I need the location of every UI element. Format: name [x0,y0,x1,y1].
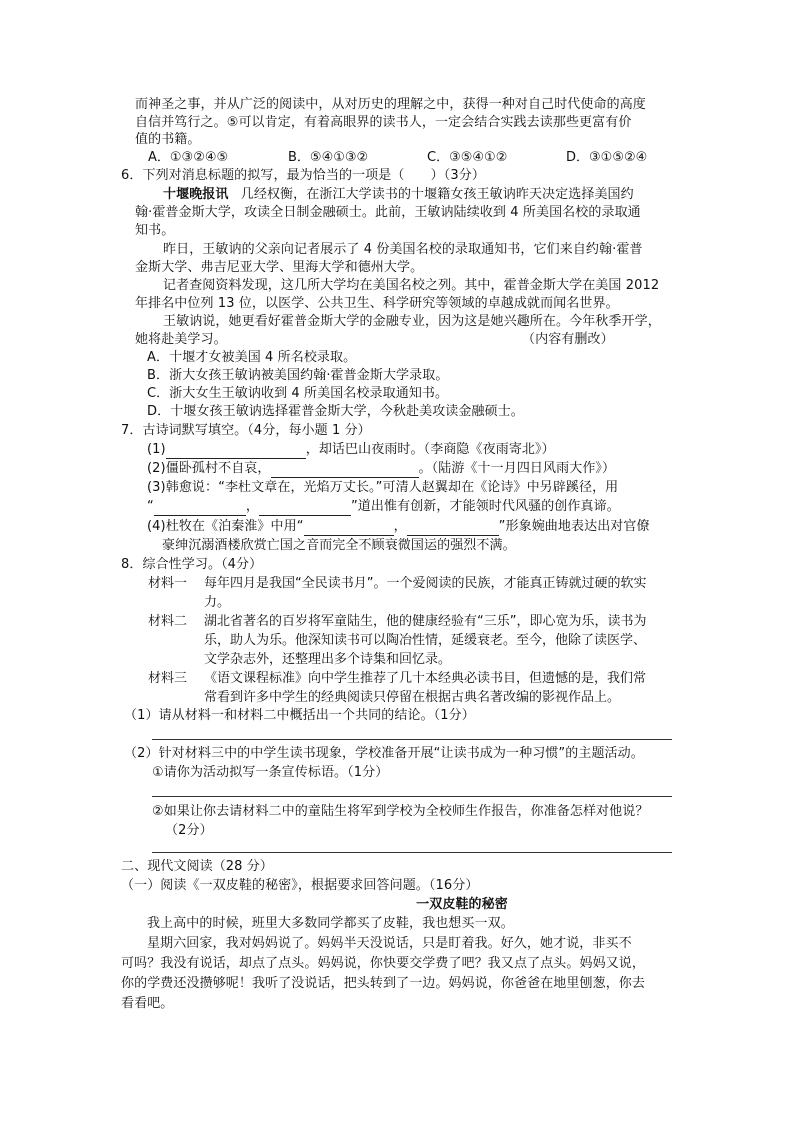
q7-blank-1[interactable] [166,444,306,459]
story-line-3: 可吗？我没有说话，却点了点头。妈妈说，你快要交学费了吧？我又点了点头。妈妈又说， [121,956,646,971]
intro-line-2: 自信并笃行之。⑤可以肯定，有着高眼界的读书人，一定会结合实践去读那些更富有价 [135,115,632,130]
q6-passage-line-2: 翰·霍普金斯大学，攻读全日制金融硕士。此前，王敏讷陆续收到 4 所美国名校的录取通 [135,205,641,220]
option-c: C．③⑤④①② [427,150,508,165]
answer-line-1[interactable] [152,739,672,740]
q7-item-3-text: ”道出惟有创新，才能领时代风骚的创作真谛。 [350,499,620,514]
q6-passage-line-5: 金斯大学、弗吉尼亚大学、里海大学和德州大学。 [135,260,424,275]
intro-line-1: 而神圣之事，并从广泛的阅读中，从对历史的理解之中，获得一种对自己时代使命的高度 [135,97,646,112]
q8-sub-2: （2）针对材料三中的中学生读书现象，学校准备开展“让读书成为一种习惯”的主题活动。 [124,746,644,761]
story-title [0,896,794,914]
q7-item-4-text-2: ”形象婉曲地表达出对官僚 [498,519,650,534]
q7-item-1-text: ，却话巴山夜雨时。（李商隐《夜雨寄北》） [305,442,555,457]
q6-passage-line-8: 王敏讷说，她更看好霍普金斯大学的金融专业，因为这是她兴趣所在。今年秋季开学， [163,314,661,329]
section-2-title: 二、现代文阅读（28 分） [121,859,273,874]
material-2-line-1: 湖北省著名的百岁将军童陆生，他的健康经验有“三乐”，即心宽为乐，读书为 [204,614,647,629]
option-b: B．⑤④①③② [288,150,369,165]
material-2-line-3: 文学杂志外，还整理出多个诗集和回忆录。 [204,652,452,667]
q6-passage-line-6: 记者查阅资料发现，这几所大学均在美国名校之列。其中，霍普金斯大学在美国 2012 [163,278,660,293]
q7-item-2-text: (2)僵卧孤村不自哀， [147,461,271,476]
q7-item-4-line-1 [147,518,650,536]
q7-item-1 [147,441,555,459]
q6-option-b: B．浙大女孩王敏讷被美国约翰·霍普金斯大学录取。 [147,368,449,383]
q7-item-3-line-1: (3)韩愈说：“李杜文章在，光焰万丈长。”可清人赵翼却在《论诗》中另辟蹊径，用 [147,480,619,495]
material-2-label: 材料二 [148,614,188,629]
q6-source-note: （内容有删改） [522,332,614,347]
option-d: D．③①⑤②④ [566,150,648,165]
q6-p1a: 几经权衡，在浙江大学读书的十堰籍女孩王敏讷昨天决定选择美国约 [240,187,634,202]
answer-line-3[interactable] [152,852,672,853]
q6-passage-line-7: 年排名中位列 13 位，以医学、公共卫生、科学研究等领域的卓越成就而闻名世界。 [135,296,619,311]
material-3-line-2: 常看到许多中学生的经典阅读只停留在根据古典名著改编的影视作品上。 [204,690,621,705]
q8-stem: 8．综合性学习。（4分） [121,557,263,572]
story-line-5: 看看吧。 [121,996,174,1011]
q8-sub-2-b-line-1: ②如果让你去请材料二中的童陆生将军到学校为全校师生作报告，你准备怎样对他说？ [152,804,649,819]
q7-item-2-source: 。（陆游《十一月四日风雨大作》） [418,461,616,476]
material-3-label: 材料三 [148,671,188,686]
q7-stem: 7．古诗词默写填空。（4分，每小题 1 分） [121,423,371,438]
q7-item-1-number: (1) [147,442,166,457]
q6-option-a: A．十堰才女被美国 4 所名校录取。 [147,350,357,365]
q6-passage-line-4: 昨日，王敏讷的父亲向记者展示了 4 份美国名校的录取通知书，它们来自约翰·霍普 [163,242,643,257]
q7-item-3-line-2 [147,498,620,516]
q6-option-c: C．浙大女生王敏讷收到 4 所美国名校录取通知书。 [147,386,449,401]
q7-blank-4b[interactable] [407,521,499,536]
q8-sub-1: （1）请从材料一和材料二中概括出一个共同的结论。（1分） [124,708,475,723]
q7-blank-4a[interactable] [304,521,394,536]
story-title-text: 一双皮鞋的秘密 [416,897,508,912]
q7-blank-2[interactable] [271,463,419,478]
story-line-4: 你的学费还没攒够呢！我听了没说话，把头转到了一边。妈妈说，你爸爸在地里刨葱，你去 [121,976,646,991]
q7-blank-3a[interactable] [154,501,246,516]
answer-line-2[interactable] [152,796,672,797]
q7-blank-3b[interactable] [259,501,351,516]
material-2-line-2: 乐，助人为乐。他深知读书可以陶冶性情，延缓衰老。至今，他除了读医学、 [204,633,647,648]
option-a: A．①③②④⑤ [148,150,229,165]
q7-item-3-comma: ， [245,499,259,514]
q7-item-4-line-2: 豪绅沉溺酒楼欣赏亡国之音而完全不顾衰微国运的强烈不满。 [162,538,516,553]
q8-sub-2-a: ①请你为活动拟写一条宣传标语。（1分） [152,765,389,780]
q6-passage-line-1 [163,186,634,204]
q6-passage-line-3: 知书。 [135,223,175,238]
story-line-1: 我上高中的时候，班里大多数同学都买了皮鞋，我也想买一双。 [147,916,514,931]
material-1-line-2: 力。 [204,595,231,610]
material-1-line-1: 每年四月是我国“全民读书月”。一个爱阅读的民族，才能真正铸就过硬的软实 [204,576,647,591]
q8-sub-2-b-line-2: （2分） [165,823,213,838]
q6-lead: 十堰晚报讯 [163,187,229,202]
intro-line-3: 值的书籍。 [135,132,201,147]
q7-item-2 [147,460,615,478]
q7-item-4-text: (4)杜牧在《泊秦淮》中用“ [147,519,304,534]
section-2-part-1: （一）阅读《一双皮鞋的秘密》，根据要求回答问题。（16分） [121,878,479,893]
material-1-label: 材料一 [148,576,188,591]
material-3-line-1: 《语文课程标准》向中学生推荐了几十本经典必读书目，但遗憾的是，我们常 [204,671,647,686]
story-line-2: 星期六回家，我对妈妈说了。妈妈半天没说话，只是盯着我。好久，她才说，非买不 [147,936,632,951]
q6-option-d: D．十堰女孩王敏讷选择霍普金斯大学，今秋赴美攻读金融硕士。 [147,404,524,419]
q7-item-3-quote-open: “ [147,499,154,514]
q6-passage-line-9: 她将赴美学习。 [135,332,227,347]
q7-item-4-comma: ， [393,519,407,534]
q6-stem: 6．下列对消息标题的拟写，最为恰当的一项是（ ）（3分） [121,168,485,183]
